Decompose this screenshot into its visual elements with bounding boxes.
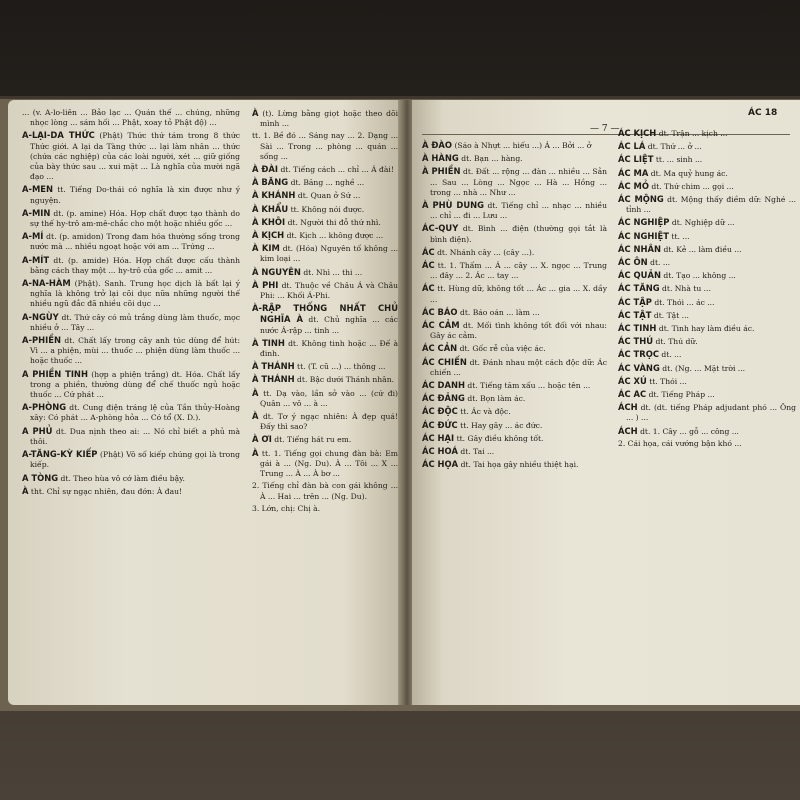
dictionary-entry [618, 363, 796, 374]
dictionary-entry [22, 473, 240, 484]
dictionary-entry [422, 343, 607, 354]
dictionary-entry [252, 361, 398, 372]
entry-definition: dt. Băng ... nghề ... [290, 178, 365, 188]
entry-definition: tt. Hay gây ... ác đức. [460, 420, 543, 430]
entry-definition: dt. Tạo ... không ... [663, 271, 736, 281]
entry-headword: ÁC THÚ [618, 336, 654, 347]
entry-definition: tt. Hùng dữ, không tốt ... Ác ... gia ... X. dầy ... [430, 284, 607, 304]
dictionary-entry [618, 244, 796, 255]
entry-definition: dt. Người thi đỗ thứ nhì. [287, 217, 381, 227]
dictionary-entry [422, 406, 607, 417]
entry-definition: dt. Nhì ... thi ... [303, 267, 363, 277]
entry-definition: dt. Nhà tu ... [662, 284, 711, 294]
entry-headword: ÁC TẬT [618, 309, 652, 320]
entry-definition: (Phật) Thức thứ tám trong 8 thức Thức giới. A lại da Tàng thức ... lại làm nhân ... thức (chứa các nghiệp) của các loài người, xét ... giữ giống của bày thức sau ... xui mặt ... Là nghĩa của mười ngã đạo ... [30, 131, 241, 182]
dictionary-entry [22, 449, 240, 470]
dictionary-entry [618, 217, 796, 228]
dictionary-entry [252, 230, 398, 241]
right-column-b [618, 128, 796, 451]
entry-definition: dt. Ma quỷ hung ác. [650, 168, 728, 178]
entry-headword: À [22, 485, 29, 496]
dictionary-entry [22, 108, 240, 128]
entry-headword: A-MEN [22, 184, 54, 195]
entry-definition: dt. Tai họa gây nhiều thiệt hại. [460, 460, 579, 470]
entry-definition: dt. Tiếng cách ... chỉ ... Á đài! [280, 165, 394, 175]
entry-headword: ÁC ĐỘC [422, 406, 458, 417]
entry-headword: ÁC MỘNG [618, 194, 664, 205]
dictionary-entry [252, 108, 398, 129]
entry-definition: dt. Nghiệp dữ ... [671, 218, 735, 228]
entry-headword: ÁC [422, 283, 435, 294]
dictionary-entry [252, 217, 398, 228]
dictionary-entry [422, 433, 607, 444]
page-number: — 7 — [590, 124, 620, 134]
dictionary-entry [422, 459, 607, 470]
left-column-a [22, 108, 240, 499]
dictionary-entry [22, 426, 240, 447]
entry-headword: A-PHÒNG [22, 402, 67, 413]
entry-headword: ÁC TĂNG [618, 283, 660, 294]
dictionary-entry [422, 223, 607, 244]
entry-headword: À KIM [252, 243, 280, 254]
dictionary-entry [422, 357, 607, 378]
entry-definition: dt. Tiếng tăm xấu ... hoặc tên ... [467, 381, 591, 391]
dictionary-entry [618, 283, 796, 294]
entry-headword: ÁC CẢN [422, 343, 458, 354]
dictionary-entry [618, 181, 796, 192]
dictionary-entry [618, 426, 796, 437]
entry-definition: dt. Cung điện tráng lệ của Tần thủy-Hoàng xây: Có phát ... A-phòng hỏa ... Có tổ (X. D.). [30, 403, 240, 423]
entry-definition: dt. (Hóa) Nguyên tố không ... kim loại ... [260, 244, 399, 264]
entry-definition: dt. (p. amide) Hóa. Hợp chất được cấu thành bằng cách thay một ... hy-trô của gốc ... amit ... [30, 255, 240, 275]
entry-headword: ÁC NGHIỆP [618, 217, 670, 228]
entry-definition: dt. Đất ... rộng ... đàn ... nhiều ... Sản ... Sau ... Lòng ... Ngọc ... Hà ... Hồng ... trong ... nhà ... Như ... [430, 167, 607, 197]
entry-definition: dt. 1. Cây ... gỗ ... công ... [640, 426, 739, 436]
entry-headword: ÁC MỎ [618, 180, 649, 191]
dictionary-entry [252, 164, 398, 175]
entry-definition: ... (v. A-lo-liên ... Bảo lạc ... Quán thế ... chúng, những nhọc lòng ... sám hối ... Phật, xoay tỏ Phật độ) ... [22, 108, 240, 128]
entry-definition: (Phật). Sanh. Trung học dịch là bất lại ý nghĩa là không trở lại cõi dục nữa những người thế nhiều ngũ đắc đã nhiều cõi dục ... [30, 279, 240, 309]
entry-headword: À [252, 447, 259, 458]
entry-headword: À THÁNH [252, 374, 295, 385]
dictionary-entry [618, 376, 796, 387]
dictionary-entry [618, 168, 796, 179]
entry-headword: ÁCH [618, 402, 638, 413]
entry-headword: À [252, 108, 259, 118]
right-page [412, 100, 800, 705]
entry-definition: dt. Chất lấy trong cây anh túc dùng để hút: Vì ... a phiện, mùi ... thuốc ... phiện dùng làm thuốc ... hoặc thuốc ... [30, 336, 240, 366]
entry-definition: dt. (dt. tiếng Pháp adjudant phó ... Ông ... ) ... [626, 403, 796, 423]
entry-headword: A-NA-HÀM [22, 278, 71, 289]
entry-headword: ÁC AC [618, 389, 647, 400]
dictionary-entry [618, 439, 796, 449]
entry-headword: A TÒNG [22, 472, 59, 483]
dictionary-entry [252, 411, 398, 432]
entry-headword: ÁC CẢM [422, 320, 460, 331]
dictionary-entry [618, 257, 796, 268]
entry-definition: dt. Nhánh cây ... (cây ...). [437, 247, 535, 257]
dictionary-entry [22, 335, 240, 367]
entry-definition: dt. Mối tình không tốt đối với nhau: Gây ác cảm. [430, 321, 607, 341]
entry-definition: dt. Trận ... kịch ... [658, 129, 728, 138]
entry-definition: dt. Theo hùa vô cớ làm điều bậy. [60, 473, 185, 483]
entry-definition: dt. (p. amine) Hóa. Hợp chất được tạo thành do sự thế hy-trô am-mê-chắc cho một hoặc nhiều gốc ... [30, 208, 240, 229]
entry-headword: ÁC [422, 260, 435, 271]
entry-definition: dt. Thứ chim ... gọi ... [651, 181, 734, 191]
entry-headword: À PHÙ DUNG [422, 200, 485, 211]
entry-definition: dt. Chủ nghĩa ... các nước Á-rập ... tinh ... [260, 315, 398, 335]
entry-headword: ÁC HỌA [422, 459, 459, 470]
entry-definition: dt. Kịch ... không được ... [286, 231, 384, 241]
entry-definition: (Phật) Vô số kiếp chúng gọi là trong kiếp. [30, 450, 240, 470]
entry-headword: ÁC MA [618, 167, 649, 178]
entry-headword: À KHÔI [252, 216, 286, 227]
entry-headword: ÁC HẠI [422, 432, 455, 443]
dictionary-entry [422, 307, 607, 318]
dictionary-entry [422, 166, 607, 198]
entry-definition: dt. Thuộc về Châu Á và Châu Phi: ... Khối Á-Phi. [260, 280, 398, 301]
dictionary-entry [252, 190, 398, 201]
entry-headword: ÁC TINH [618, 323, 657, 334]
dictionary-entry [422, 393, 607, 404]
dictionary-entry [252, 388, 398, 409]
entry-definition: dt. (p. amidon) Trong đam hóa thường sống trong nước mà ... nhiều ngoạt hoặc với am ... Trứng ... [30, 232, 240, 252]
dictionary-entry [22, 255, 240, 276]
entry-definition: dt. Gốc rễ của việc ác. [459, 344, 546, 354]
entry-headword: A-LẠI-DA THỨC [22, 130, 95, 141]
dictionary-entry [252, 177, 398, 188]
entry-headword: ÁC QUẢN [618, 270, 661, 281]
entry-definition: dt. Báo oán ... làm ... [459, 307, 540, 317]
dictionary-entry [252, 434, 398, 445]
entry-definition: tt. Gây điều không tốt. [456, 433, 544, 443]
entry-definition: dt. Mộng thấy điềm dữ: Nghé ... tỉnh ... [626, 195, 796, 215]
running-head: ÁC 18 [748, 108, 778, 118]
entry-definition: dt. Tiếng chỉ ... nhạc ... nhiều ... chỉ ... đi ... Lưu ... [430, 201, 607, 221]
entry-definition: dt. Tinh hay làm điều ác. [658, 324, 755, 334]
entry-headword: A-MIN [22, 207, 51, 218]
dictionary-entry [422, 420, 607, 431]
dictionary-entry [618, 154, 796, 165]
dictionary-entry [422, 140, 607, 151]
entry-definition: (t). Lừng bằng giọt hoặc theo dõi mình ... [260, 109, 398, 129]
dictionary-entry [22, 231, 240, 252]
dictionary-entry [252, 131, 398, 162]
entry-headword: À ƠI [252, 434, 272, 445]
dictionary-entry [422, 247, 607, 258]
entry-definition: (hợp a phiện trắng) dt. Hóa. Chất lấy trong a phiền, thường dùng để chế thuốc ngủ hoặc thuốc ... Cứ phát ... [30, 369, 240, 400]
entry-headword: A PHỦ [22, 425, 53, 436]
entry-definition: dt. Tai ... [460, 447, 495, 457]
dictionary-entry [618, 323, 796, 334]
entry-definition: dt. (Ng. ... Mặt trời ... [662, 363, 746, 373]
dictionary-entry [252, 243, 398, 264]
left-column-b [252, 108, 398, 516]
dictionary-entry [618, 297, 796, 308]
entry-definition: tt. ... [671, 231, 690, 241]
entry-definition: tht. Chỉ sự ngạc nhiên, đau đớn: À đau! [30, 486, 183, 496]
entry-definition: dt. Tiếng Pháp ... [648, 390, 715, 400]
entry-headword: À KỊCH [252, 230, 285, 241]
entry-headword: A-MÍT [22, 254, 50, 265]
entry-definition: tt. Thói ... [649, 376, 687, 386]
entry-headword: À KHÁNH [252, 190, 296, 201]
entry-definition: dt. Thú dữ. [655, 337, 698, 347]
entry-headword: ÁC [422, 246, 435, 257]
dictionary-entry [22, 312, 240, 333]
entry-headword: À [252, 411, 259, 422]
entry-headword: ÁC NHÂN [618, 243, 662, 254]
dictionary-entry [22, 486, 240, 497]
dictionary-entry [618, 128, 796, 139]
entry-headword: A PHIỀN TINH [22, 368, 88, 379]
dictionary-entry [22, 369, 240, 401]
dictionary-entry [422, 283, 607, 304]
entry-definition: dt. Thứ ... ở ... [647, 142, 702, 152]
entry-headword: A-MÍ [22, 231, 44, 242]
entry-definition: dt. Bọn làm ác. [467, 394, 526, 404]
entry-definition: tt. Ác và độc. [460, 407, 511, 417]
dictionary-entry [618, 349, 796, 360]
entry-headword: ÁC XÚ [618, 375, 647, 386]
entry-definition: 2. Cái họa, cái vướng bận khó ... [618, 438, 742, 448]
entry-headword: À THÁNH [252, 361, 295, 372]
entry-headword: À [252, 387, 259, 398]
dictionary-entry [252, 481, 398, 501]
dictionary-entry [252, 338, 398, 359]
dictionary-entry [618, 141, 796, 152]
entry-headword: À PHIỀN [422, 166, 461, 177]
entry-headword: ÁC CHIẾN [422, 356, 467, 367]
entry-definition: tt. 1. Bề đó ... Sáng nay ... 2. Dạng ... Sài ... Trong ... phòng ... quán ... sống ... [252, 131, 398, 161]
entry-headword: ÁC ĐẢNG [422, 393, 465, 404]
dictionary-entry [422, 380, 607, 391]
dictionary-entry [618, 194, 796, 215]
entry-headword: ÁC ĐỨC [422, 419, 458, 430]
entry-definition: dt. Bình ... điện (thường gọi tắt là bình điện). [430, 224, 607, 244]
entry-headword: ÁC ÔN [618, 257, 648, 268]
entry-definition: tt. Dạ vào, lần sở vào ... (cứ đi) Quân ... vô ... à ... [260, 388, 398, 408]
entry-definition: dt. Tơ ý ngạc nhiên: À đẹp quá! Đấy thì sao? [260, 412, 398, 432]
dictionary-entry [252, 280, 398, 301]
entry-headword: ÁC LÁ [618, 141, 646, 152]
entry-definition: tt. 1. Tiếng gọi chung đàn bà: Em gái à ... (Ng. Du). À ... Tôi ... X ... Trung ... À ... À bơ ... [260, 448, 398, 479]
dictionary-entry [618, 310, 796, 321]
entry-headword: ÁC TRỌC [618, 349, 659, 360]
dictionary-entry [422, 200, 607, 221]
entry-definition: dt. ... [661, 350, 682, 360]
entry-headword: A-TĂNG-KỲ KIẾP [22, 449, 98, 460]
entry-headword: À ĐÀI [252, 164, 279, 175]
entry-definition: tt. 1. Thấm ... Á ... cây ... X. ngọc ... Trung ... đây ... 2. Ác ... tay ... [430, 261, 607, 281]
entry-definition: dt. Đánh nhau một cách độc dữ: Ác chiến ... [430, 357, 608, 377]
entry-headword: ÁC LIỆT [618, 154, 654, 165]
entry-definition: tt. Tiếng Do-thái có nghĩa là xin được như ý nguyện. [30, 185, 240, 205]
entry-definition: dt. Bạn ... hàng. [461, 154, 523, 164]
dictionary-entry [422, 446, 607, 457]
entry-headword: ÁCH [618, 425, 638, 436]
dictionary-entry [422, 153, 607, 164]
entry-definition: 2. Tiếng chỉ đàn bà con gái không ... À ... Hai ... trên ... (Ng. Du). [252, 481, 398, 501]
dictionary-entry [618, 270, 796, 281]
left-page [8, 100, 403, 705]
entry-definition: dt. Không tinh hoặc ... Đế à đinh. [260, 338, 398, 359]
dictionary-entry [252, 303, 398, 336]
dictionary-entry [252, 448, 398, 480]
dictionary-entry [252, 267, 398, 278]
dictionary-entry [618, 336, 796, 347]
entry-definition: dt. Kẻ ... làm điều ... [663, 244, 742, 254]
entry-headword: À TINH [252, 337, 285, 348]
entry-headword: ÁC-QUY [422, 223, 459, 234]
dictionary-entry [252, 204, 398, 215]
entry-headword: ÁC HOÁ [422, 446, 458, 457]
entry-headword: ÁC VÀNG [618, 362, 660, 373]
entry-headword: ÁC BÁO [422, 306, 458, 317]
entry-definition: dt. Tật ... [653, 310, 689, 320]
entry-definition: dt. Tiếng hát ru em. [274, 435, 352, 445]
entry-headword: À BĂNG [252, 177, 289, 188]
entry-definition: dt. Thứ cây có mủ trắng dùng làm thuốc, mọc nhiều ở ... Tây ... [30, 312, 240, 332]
entry-headword: À NGUYÊN [252, 266, 301, 277]
entry-headword: À ĐÀO [422, 140, 453, 150]
entry-definition: (Sáo à Nhựt ... hiếu ...) Á ... Bởi ... ở [454, 141, 592, 150]
dictionary-entry [422, 320, 607, 341]
entry-definition: dt. Dua nịnh theo ai: ... Nó chỉ biết a phủ mà thôi. [30, 426, 240, 446]
entry-headword: ÁC KỊCH [618, 128, 657, 138]
entry-headword: À KHẨU [252, 203, 289, 214]
entry-headword: À PHI [252, 279, 279, 290]
right-column-a [422, 140, 607, 472]
entry-headword: À HÀNG [422, 153, 459, 164]
entry-headword: À-RẬP THỐNG NHẤT CHỦ NGHĨA À [252, 303, 398, 325]
dictionary-entry [618, 389, 796, 400]
dictionary-entry [252, 504, 398, 514]
entry-headword: ÁC NGHIỆT [618, 230, 669, 241]
entry-definition: tt. (T. cũ ...) ... thông ... [297, 362, 386, 372]
dictionary-entry [252, 374, 398, 385]
dictionary-entry [22, 130, 240, 182]
entry-definition: tt. ... sinh ... [655, 155, 703, 165]
entry-headword: A-PHIỀN [22, 335, 61, 346]
dictionary-entry [22, 402, 240, 423]
entry-definition: dt. Quan ở Sứ ... [297, 191, 361, 201]
entry-definition: dt. Thói ... ác ... [654, 297, 715, 307]
dictionary-entry [22, 208, 240, 229]
dictionary-entry [22, 278, 240, 310]
entry-definition: tt. Không nói được. [290, 204, 365, 214]
entry-headword: ÁC TẬP [618, 296, 652, 307]
dictionary-entry [22, 184, 240, 205]
dictionary-entry [618, 231, 796, 242]
entry-definition: dt. Bậc dưới Thánh nhân. [297, 375, 395, 385]
entry-definition: dt. ... [650, 258, 671, 268]
entry-headword: ÁC DANH [422, 380, 465, 391]
dictionary-entry [618, 402, 796, 423]
entry-definition: 3. Lớn, chị: Chị à. [252, 503, 321, 513]
entry-headword: A-NGÙY [22, 311, 59, 322]
dictionary-entry [422, 260, 607, 281]
